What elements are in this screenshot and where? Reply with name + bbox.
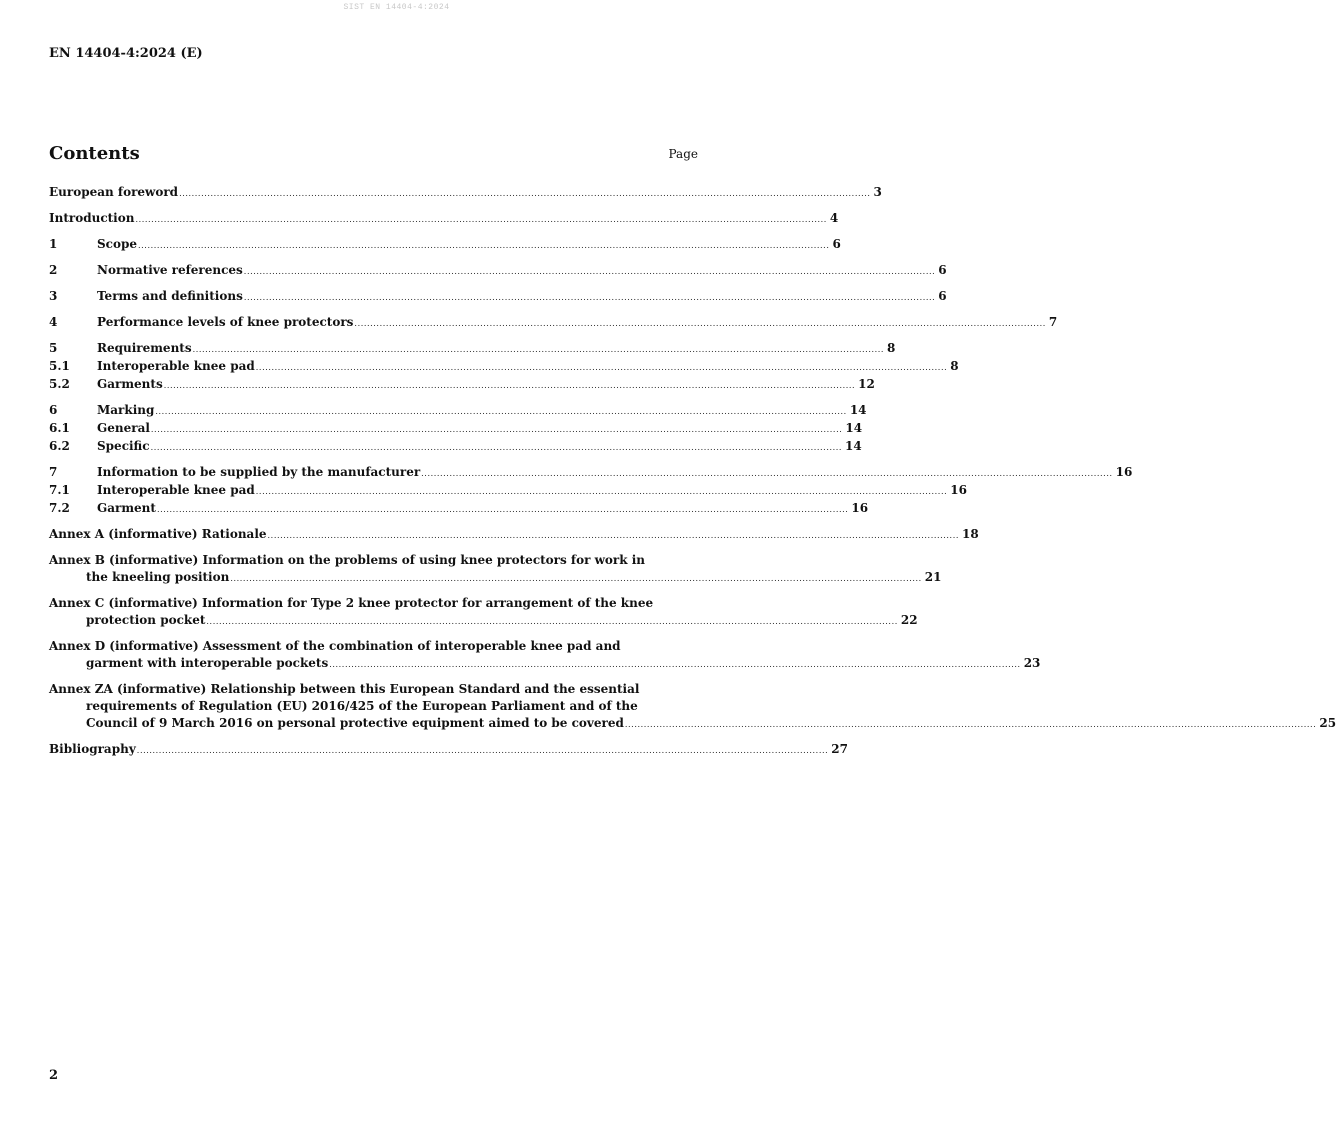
- toc-entry-scope[interactable]: [49, 236, 841, 254]
- toc-section-number: 6.1: [49, 421, 70, 435]
- toc-section-number: 4: [49, 315, 58, 329]
- toc-entry-text: General: [97, 421, 150, 435]
- toc-section-number: 6.2: [49, 439, 70, 453]
- toc-entry-annex-b[interactable]: [49, 552, 942, 587]
- leader-dots: ............................................................................................................................................................................................................................: [150, 425, 843, 434]
- toc-entry-text: Interoperable knee pad: [97, 359, 255, 373]
- toc-entry-text: Scope: [97, 237, 138, 251]
- toc-section-number: 5.1: [49, 359, 70, 373]
- leader-dots: ............................................................................................................................................................................................................................: [243, 293, 936, 302]
- toc-entry-general[interactable]: [49, 420, 863, 438]
- toc-entry-specific[interactable]: [49, 438, 862, 456]
- toc-entry-text: Council of 9 March 2016 on personal protective equipment aimed to be covered: [86, 716, 624, 730]
- toc-section-number: 5.2: [49, 377, 70, 391]
- toc-entry-garment[interactable]: [49, 500, 869, 518]
- toc-entry-text: Annex B (informative) Information on the problems of using knee protectors for work in: [49, 553, 646, 567]
- toc-entry-text: Marking: [97, 403, 155, 417]
- toc-page-number: 14: [849, 403, 867, 417]
- toc-entry-text: Terms and definitions: [97, 289, 243, 303]
- toc-entry-text: European foreword: [49, 185, 179, 199]
- toc-entry-text: Annex A (informative) Rationale: [49, 527, 267, 541]
- toc-entry-text: Introduction: [49, 211, 135, 225]
- toc-page-number: 8: [887, 341, 896, 355]
- toc-entry-text: Garment: [97, 501, 156, 515]
- toc-page-number: 22: [900, 613, 918, 627]
- leader-dots: ............................................................................................................................................................................................................................: [267, 531, 959, 540]
- toc-page-number: 27: [831, 742, 848, 756]
- leader-dots: ............................................................................................................................................................................................................................: [136, 746, 829, 755]
- toc-entry-text: Bibliography: [49, 742, 136, 756]
- leader-dots: ............................................................................................................................................................................................................................: [179, 189, 871, 198]
- leader-dots: ............................................................................................................................................................................................................................: [255, 363, 948, 372]
- toc-page-number: 23: [1023, 656, 1041, 670]
- toc-entry-text: Garments: [97, 377, 163, 391]
- toc-page-number: 16: [1115, 465, 1133, 479]
- toc-entry-bibliography[interactable]: [49, 741, 848, 759]
- toc-section-number: 7.1: [49, 483, 70, 497]
- toc-entry-text: Specific: [97, 439, 150, 453]
- toc-entry-text: Normative references: [97, 263, 243, 277]
- toc-entry-annex-c[interactable]: [49, 595, 918, 630]
- toc-section-number: 7: [49, 465, 58, 479]
- toc-page-number: 6: [938, 263, 947, 277]
- contents-title: Contents: [49, 143, 140, 164]
- toc-entry-text: Annex D (informative) Assessment of the combination of interoperable knee pad and: [49, 639, 621, 653]
- toc-entry-marking[interactable]: [49, 402, 867, 420]
- toc-entry-interoperable-knee-pad[interactable]: [49, 358, 959, 376]
- toc-entry-text: garment with interoperable pockets: [86, 656, 329, 670]
- toc-page-number: 16: [851, 501, 869, 515]
- leader-dots: ............................................................................................................................................................................................................................: [329, 660, 1021, 669]
- toc-entry-annex-d[interactable]: [49, 638, 1041, 673]
- toc-entry-text: Performance levels of knee protectors: [97, 315, 354, 329]
- toc-page-number: 3: [873, 185, 882, 199]
- toc-entry-text: Requirements: [97, 341, 192, 355]
- toc-entry-annex-za[interactable]: [49, 681, 1336, 733]
- toc-page-number: 14: [845, 421, 863, 435]
- toc-section-number: 6: [49, 403, 58, 417]
- toc-entry-performance-levels[interactable]: [49, 314, 1058, 332]
- toc-entry-interoperable-knee-pad-info[interactable]: [49, 482, 967, 500]
- toc-section-number: 7.2: [49, 501, 70, 515]
- toc-entry-requirements[interactable]: [49, 340, 896, 358]
- toc-entry-text: Interoperable knee pad: [97, 483, 255, 497]
- leader-dots: ............................................................................................................................................................................................................................: [206, 617, 898, 626]
- toc-entry-terms-and-definitions[interactable]: [49, 288, 947, 306]
- toc-entry-text: the kneeling position: [86, 570, 230, 584]
- toc-page-number: 25: [1319, 716, 1336, 730]
- toc-entry-text: requirements of Regulation (EU) 2016/425 of the European Parliament and of the: [86, 699, 638, 713]
- toc-page-number: 18: [961, 527, 979, 541]
- leader-dots: ............................................................................................................................................................................................................................: [150, 443, 843, 452]
- leader-dots: ............................................................................................................................................................................................................................: [230, 574, 922, 583]
- leader-dots: ............................................................................................................................................................................................................................: [192, 345, 885, 354]
- toc-entry-text: Annex C (informative) Information for Type 2 knee protector for arrangement of the knee: [49, 596, 654, 610]
- toc-page-number: 7: [1048, 315, 1058, 329]
- watermark: SIST EN 14404-4:2024: [343, 3, 450, 12]
- toc-section-number: 1: [49, 237, 58, 251]
- leader-dots: ............................................................................................................................................................................................................................: [135, 215, 827, 224]
- leader-dots: ............................................................................................................................................................................................................................: [155, 407, 847, 416]
- toc-section-number: 5: [49, 341, 58, 355]
- toc-page-number: 6: [938, 289, 947, 303]
- toc-entry-text: Information to be supplied by the manufacturer: [97, 465, 421, 479]
- toc-entry-text: protection pocket: [86, 613, 206, 627]
- leader-dots: ............................................................................................................................................................................................................................: [243, 267, 936, 276]
- leader-dots: ............................................................................................................................................................................................................................: [421, 469, 1113, 478]
- page-column-label: Page: [668, 147, 698, 161]
- toc-entry-foreword[interactable]: [49, 184, 882, 202]
- document-id: EN 14404-4:2024 (E): [49, 46, 203, 61]
- toc-page-number: 8: [950, 359, 959, 373]
- toc-page-number: 12: [858, 377, 875, 391]
- leader-dots: ............................................................................................................................................................................................................................: [624, 720, 1317, 729]
- toc-section-number: 2: [49, 263, 58, 277]
- toc-entry-text: Annex ZA (informative) Relationship between this European Standard and the essential: [49, 682, 640, 696]
- toc-section-number: 3: [49, 289, 58, 303]
- toc-entry-garments[interactable]: [49, 376, 875, 394]
- toc-entry-information-manufacturer[interactable]: [49, 464, 1133, 482]
- toc-page-number: 21: [924, 570, 942, 584]
- toc-page-number: 4: [829, 211, 839, 225]
- toc-entry-annex-a[interactable]: [49, 526, 979, 544]
- toc-page-number: 6: [832, 237, 841, 251]
- toc-page-number: 14: [845, 439, 862, 453]
- leader-dots: ............................................................................................................................................................................................................................: [138, 241, 830, 250]
- leader-dots: ............................................................................................................................................................................................................................: [354, 319, 1046, 328]
- leader-dots: ............................................................................................................................................................................................................................: [156, 505, 849, 514]
- page-number: 2: [49, 1068, 59, 1083]
- toc-page-number: 16: [950, 483, 967, 497]
- table-of-contents: [49, 184, 1336, 767]
- leader-dots: ............................................................................................................................................................................................................................: [163, 381, 856, 390]
- toc-entry-normative-references[interactable]: [49, 262, 947, 280]
- toc-entry-introduction[interactable]: [49, 210, 839, 228]
- leader-dots: ............................................................................................................................................................................................................................: [255, 487, 948, 496]
